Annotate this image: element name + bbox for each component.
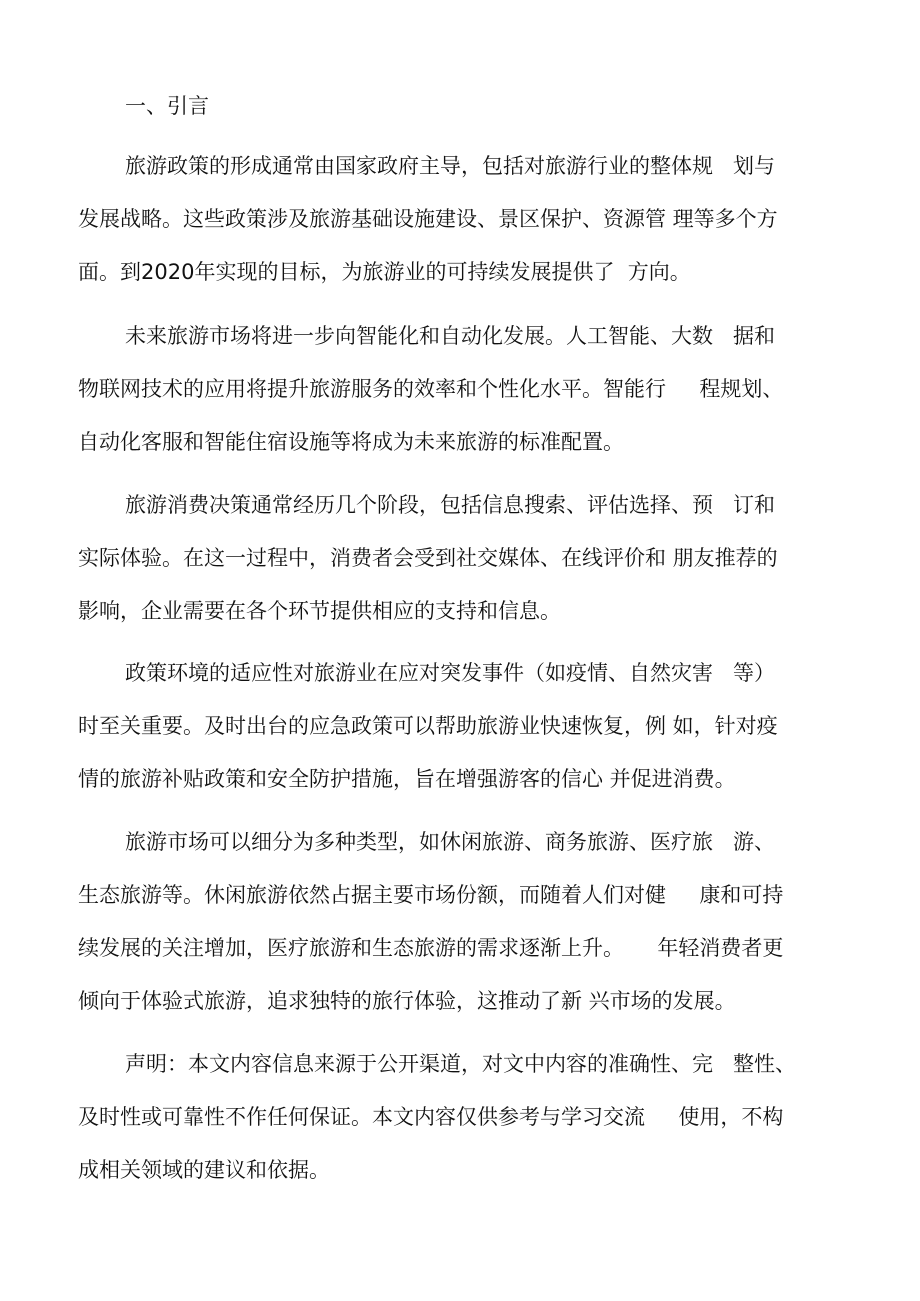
paragraph-line: 发展战略。这些政策涉及旅游基础设施建设、景区保护、资源管 理等多个方 — [78, 207, 778, 231]
paragraph-line: 未来旅游市场将进一步向智能化和自动化发展。人工智能、大数 据和 — [125, 324, 776, 348]
paragraph-line: 成相关领域的建议和依据。 — [78, 1158, 330, 1182]
paragraph-consumer-decisions — [78, 479, 858, 638]
paragraph-line: 声明：本文内容信息来源于公开渠道，对文中内容的准确性、完 整性、 — [125, 1052, 797, 1076]
paragraph-line: 面。到2020年实现的目标，为旅游业的可持续发展提供了 方向。 — [78, 260, 691, 284]
paragraph-line: 自动化客服和智能住宿设施等将成为未来旅游的标准配置。 — [78, 430, 624, 454]
paragraph-line: 情的旅游补贴政策和安全防护措施，旨在增强游客的信心 并促进消费。 — [78, 767, 736, 791]
paragraph-policy-adaptability — [78, 647, 858, 806]
paragraph-line: 倾向于体验式旅游，追求独特的旅行体验，这推动了新 兴市场的发展。 — [78, 989, 736, 1013]
paragraph-line: 政策环境的适应性对旅游业在应对突发事件（如疫情、自然灾害 等） — [125, 661, 776, 685]
paragraph-line: 旅游消费决策通常经历几个阶段，包括信息搜索、评估选择、预 订和 — [125, 493, 776, 517]
paragraph-line: 时至关重要。及时出台的应急政策可以帮助旅游业快速恢复，例 如，针对疫 — [78, 714, 778, 738]
paragraph-line: 旅游政策的形成通常由国家政府主导，包括对旅游行业的整体规 划与 — [125, 154, 776, 178]
paragraph-line: 续发展的关注增加，医疗旅游和生态旅游的需求逐渐上升。 年轻消费者更 — [78, 936, 784, 960]
paragraph-line: 旅游市场可以细分为多种类型，如休闲旅游、商务旅游、医疗旅 游、 — [125, 830, 776, 854]
paragraph-line: 及时性或可靠性不作任何保证。本文内容仅供参考与学习交流 使用，不构 — [78, 1105, 784, 1129]
paragraph-line: 生态旅游等。休闲旅游依然占据主要市场份额，而随着人们对健 康和可持 — [78, 883, 784, 907]
paragraph-market-segments — [78, 816, 858, 1028]
section-heading: 一、引言 — [125, 94, 209, 118]
paragraph-smart-tourism — [78, 310, 858, 469]
paragraph-line: 物联网技术的应用将提升旅游服务的效率和个性化水平。智能行 程规划、 — [78, 377, 784, 401]
paragraph-line: 影响，企业需要在各个环节提供相应的支持和信息。 — [78, 599, 561, 623]
paragraph-line: 实际体验。在这一过程中，消费者会受到社交媒体、在线评价和 朋友推荐的 — [78, 546, 778, 570]
paragraph-disclaimer — [78, 1038, 858, 1197]
paragraph-tourism-policy — [78, 140, 858, 299]
